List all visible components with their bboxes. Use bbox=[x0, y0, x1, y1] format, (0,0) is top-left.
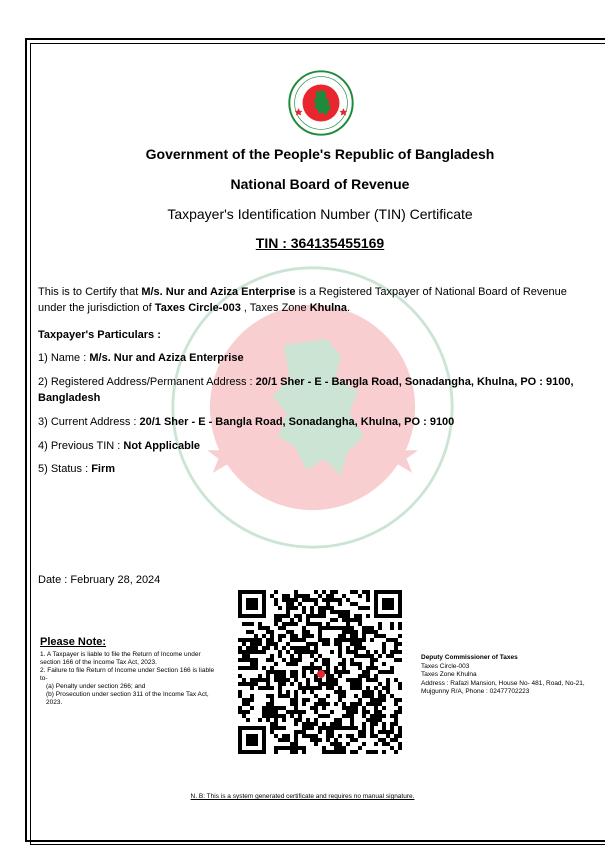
board-heading: National Board of Revenue bbox=[230, 176, 410, 192]
issue-date: Date : February 28, 2024 bbox=[38, 574, 161, 586]
officer-circle: Taxes Circle-003 bbox=[421, 662, 470, 670]
particular-previous-tin: 4) Previous TIN : Not Applicable bbox=[38, 440, 200, 452]
note-line: (b) Prosecution under section 311 of the Income Tax Act, 2023. bbox=[46, 691, 209, 706]
note-line: 1. A Taxpayer is liable to file the Return of Income under section 166 of the Income Tax Act, 2023. bbox=[40, 651, 201, 666]
qr-code bbox=[235, 588, 407, 758]
certification-text: This is to Certify that M/s. Nur and Aziza Enterprise is a Registered Taxpayer of National Board of Revenue under the jurisdiction of Taxes Circle-003 , Taxes Zone Khulna. bbox=[38, 286, 567, 314]
footer-note: N. B: This is a system generated certificate and requires no manual signature. bbox=[190, 793, 415, 800]
officer-address: Address : Rafazi Mansion, House No- 481, Road, No-21, Mujgunny R/A, Phone : 02477702223 bbox=[421, 679, 585, 695]
particular-status: 5) Status : Firm bbox=[38, 463, 116, 475]
note-line: 2. Failure to file Return of Income under Section 166 is liable to- bbox=[40, 667, 215, 682]
government-seal-icon bbox=[288, 70, 354, 136]
note-text bbox=[40, 651, 215, 707]
officer-zone: Taxes Zone Khulna bbox=[421, 671, 477, 678]
certificate-title: Taxpayer's Identification Number (TIN) Certificate bbox=[167, 206, 473, 222]
particular-registered-address: 2) Registered Address/Permanent Address : 20/1 Sher - E - Bangla Road, Sonadangha, Khulna, PO : 9100, Bangladesh bbox=[38, 376, 574, 404]
government-heading: Government of the People's Republic of Bangladesh bbox=[145, 146, 495, 162]
particular-current-address: 3) Current Address : 20/1 Sher - E - Bangla Road, Sonadangha, Khulna, PO : 9100 bbox=[38, 416, 455, 428]
officer-block bbox=[421, 654, 601, 697]
note-title: Please Note: bbox=[40, 636, 107, 648]
tin-number: TIN : 364135455169 bbox=[255, 235, 385, 251]
note-line: (a) Penalty under section 266; and bbox=[46, 683, 146, 690]
officer-title: Deputy Commissioner of Taxes bbox=[421, 654, 518, 661]
particular-name: 1) Name : M/s. Nur and Aziza Enterprise bbox=[38, 352, 244, 364]
particulars-heading: Taxpayer's Particulars : bbox=[38, 329, 161, 341]
